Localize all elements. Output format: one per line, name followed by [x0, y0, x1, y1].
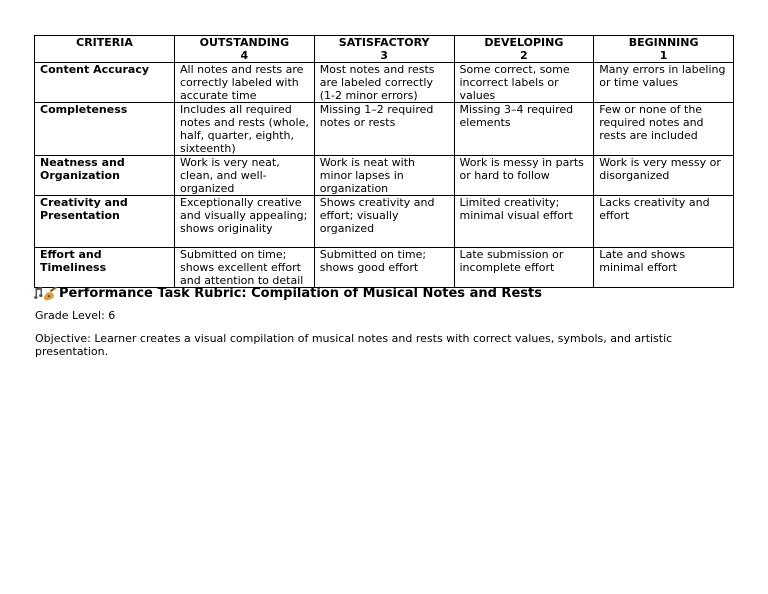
- table-row: [35, 103, 734, 156]
- rubric-cell: Submitted on time; shows good effort: [314, 248, 454, 288]
- rubric-cell: Work is very neat, clean, and well-organized: [175, 156, 315, 196]
- music-notes-guitar-icon: [34, 287, 58, 301]
- rubric-cell: Many errors in labeling or time values: [594, 63, 734, 103]
- header-beginning: [594, 36, 734, 63]
- header-points: 2: [520, 49, 528, 62]
- rubric-cell: Exceptionally creative and visually appealing; shows originality: [175, 196, 315, 248]
- table-row: [35, 63, 734, 103]
- header-points: 1: [659, 49, 668, 62]
- rubric-table: [34, 35, 734, 288]
- header-satisfactory: [314, 36, 454, 63]
- rubric-cell: Submitted on time; shows excellent effort and attention to detail: [175, 248, 315, 288]
- table-row: [35, 196, 734, 248]
- document-title: [34, 286, 542, 301]
- header-developing: [454, 36, 594, 63]
- header-label: SATISFACTORY: [338, 36, 430, 49]
- header-criteria: [35, 36, 175, 63]
- criterion-cell: Completeness: [35, 103, 175, 156]
- header-points: 4: [240, 49, 249, 62]
- rubric-cell: Includes all required notes and rests (whole, half, quarter, eighth, sixteenth): [175, 103, 315, 156]
- rubric-cell: Some correct, some incorrect labels or values: [454, 63, 594, 103]
- criterion-cell: Effort and Timeliness: [35, 248, 175, 288]
- rubric-cell: Missing 1–2 required notes or rests: [314, 103, 454, 156]
- rubric-cell: All notes and rests are correctly labeled with accurate time: [175, 63, 315, 103]
- header-outstanding: [175, 36, 315, 63]
- rubric-cell: Work is very messy or disorganized: [594, 156, 734, 196]
- rubric-cell: Most notes and rests are labeled correctly (1-2 minor errors): [314, 63, 454, 103]
- objective-text: Objective: Learner creates a visual compilation of musical notes and rests with correct values, symbols, and artistic presentation.: [35, 332, 673, 358]
- grade-level: Grade Level: 6: [35, 309, 116, 322]
- rubric-cell: Missing 3–4 required elements: [454, 103, 594, 156]
- table-row: [35, 248, 734, 288]
- rubric-cell: Few or none of the required notes and rests are included: [594, 103, 734, 156]
- header-row: [35, 36, 734, 63]
- header-label: CRITERIA: [76, 36, 133, 49]
- rubric-cell: Work is messy in parts or hard to follow: [454, 156, 594, 196]
- criterion-cell: Content Accuracy: [35, 63, 175, 103]
- table-row: [35, 156, 734, 196]
- header-label: DEVELOPING: [484, 36, 564, 49]
- rubric-cell: Shows creativity and effort; visually organized: [314, 196, 454, 248]
- title-text: Performance Task Rubric: Compilation of Musical Notes and Rests: [59, 286, 542, 301]
- criterion-cell: Neatness and Organization: [35, 156, 175, 196]
- criterion-cell: Creativity and Presentation: [35, 196, 175, 248]
- rubric-cell: Lacks creativity and effort: [594, 196, 734, 248]
- rubric-cell: Late and shows minimal effort: [594, 248, 734, 288]
- header-label: BEGINNING: [628, 36, 699, 49]
- rubric-cell: Limited creativity; minimal visual effort: [454, 196, 594, 248]
- rubric-cell: Late submission or incomplete effort: [454, 248, 594, 288]
- header-points: 3: [380, 49, 388, 62]
- rubric-cell: Work is neat with minor lapses in organization: [314, 156, 454, 196]
- header-label: OUTSTANDING: [199, 36, 290, 49]
